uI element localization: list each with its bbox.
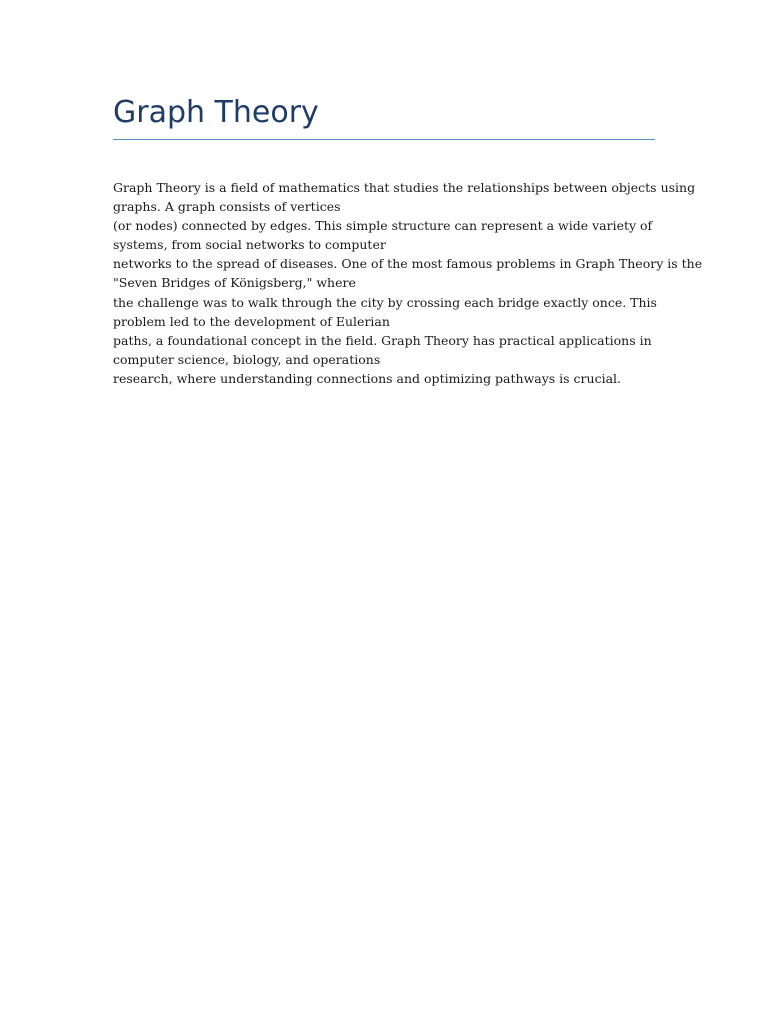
paragraph-line: the challenge was to walk through the city by crossing each bridge exactly once. This	[113, 294, 657, 310]
paragraph-line: networks to the spread of diseases. One of the most famous problems in Graph Theory is the	[113, 256, 703, 272]
paragraph-line: research, where understanding connections and optimizing pathways is crucial.	[113, 370, 622, 386]
paragraph-line: paths, a foundational concept in the field. Graph Theory has practical applications in	[113, 332, 652, 348]
paragraph-line: systems, from social networks to computer	[113, 237, 386, 253]
title-underline	[113, 139, 655, 140]
paragraph-line: graphs. A graph consists of vertices	[113, 199, 341, 215]
paragraph-line: computer science, biology, and operations	[113, 351, 381, 367]
paragraph-line: "Seven Bridges of Königsberg," where	[113, 275, 356, 291]
paragraph-line: problem led to the development of Eulerian	[113, 313, 390, 329]
body-paragraph	[113, 178, 703, 388]
page-title: Graph Theory	[113, 95, 319, 130]
paragraph-line: (or nodes) connected by edges. This simple structure can represent a wide variety of	[113, 218, 653, 234]
paragraph-line: Graph Theory is a field of mathematics that studies the relationships between objects using	[113, 180, 696, 195]
